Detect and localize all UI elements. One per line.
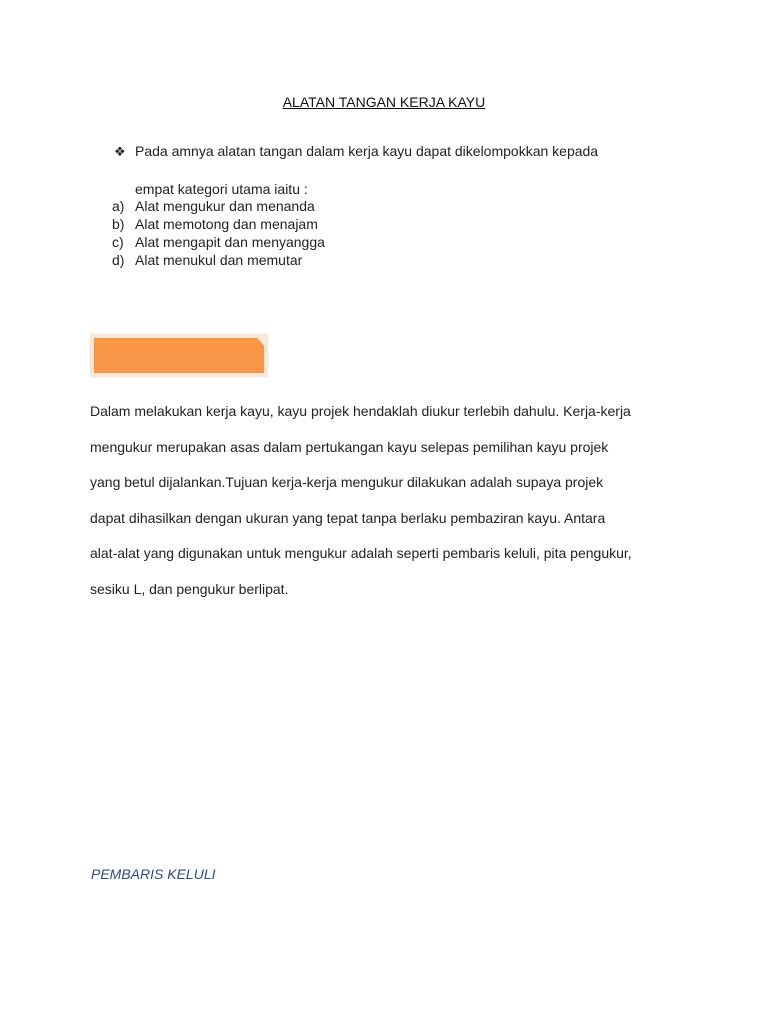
list-item [112,215,325,233]
paragraph-line: mengukur merupakan asas dalam pertukangan kayu selepas pemilihan kayu projek [90,438,609,455]
intro-bullet [114,143,598,160]
list-item-text: Alat mengapit dan menyangga [135,234,325,250]
body-paragraph [90,394,690,607]
paragraph-line: alat-alat yang digunakan untuk mengukur adalah seperti pembaris keluli, pita pengukur, [90,545,632,561]
list-item [112,233,325,251]
paragraph-line: sesiku L, dan pengukur berlipat. [90,580,289,597]
section-caption: PEMBARIS KELULI [91,866,216,882]
list-item-text: Alat mengukur dan menanda [135,198,315,214]
paragraph-line: dapat dihasilkan dengan ukuran yang tepat tanpa berlaku pembaziran kayu. Antara [90,509,606,526]
intro-text-line2: empat kategori utama iaitu : [135,181,308,197]
list-marker: a) [112,198,125,214]
paragraph-line: yang betul dijalankan.Tujuan kerja-kerja mengukur dilakukan adalah supaya projek [90,474,604,490]
list-item [112,197,325,215]
list-marker: b) [112,216,125,232]
category-list [112,197,325,269]
document-title: ALATAN TANGAN KERJA KAYU [282,94,486,110]
intro-text-line1: Pada amnya alatan tangan dalam kerja kayu dapat dikelompokkan kepada [135,143,599,159]
orange-heading-fill [94,338,264,373]
list-item-text: Alat menukul dan memutar [135,252,303,268]
list-marker: d) [112,252,125,268]
list-item-text: Alat memotong dan menajam [135,216,318,232]
diamond-bullet-icon: ❖ [114,144,126,159]
list-marker: c) [112,234,124,250]
list-item [112,251,325,269]
orange-heading-box [90,334,268,377]
paragraph-line: Dalam melakukan kerja kayu, kayu projek hendaklah diukur terlebih dahulu. Kerja-kerja [90,403,631,419]
